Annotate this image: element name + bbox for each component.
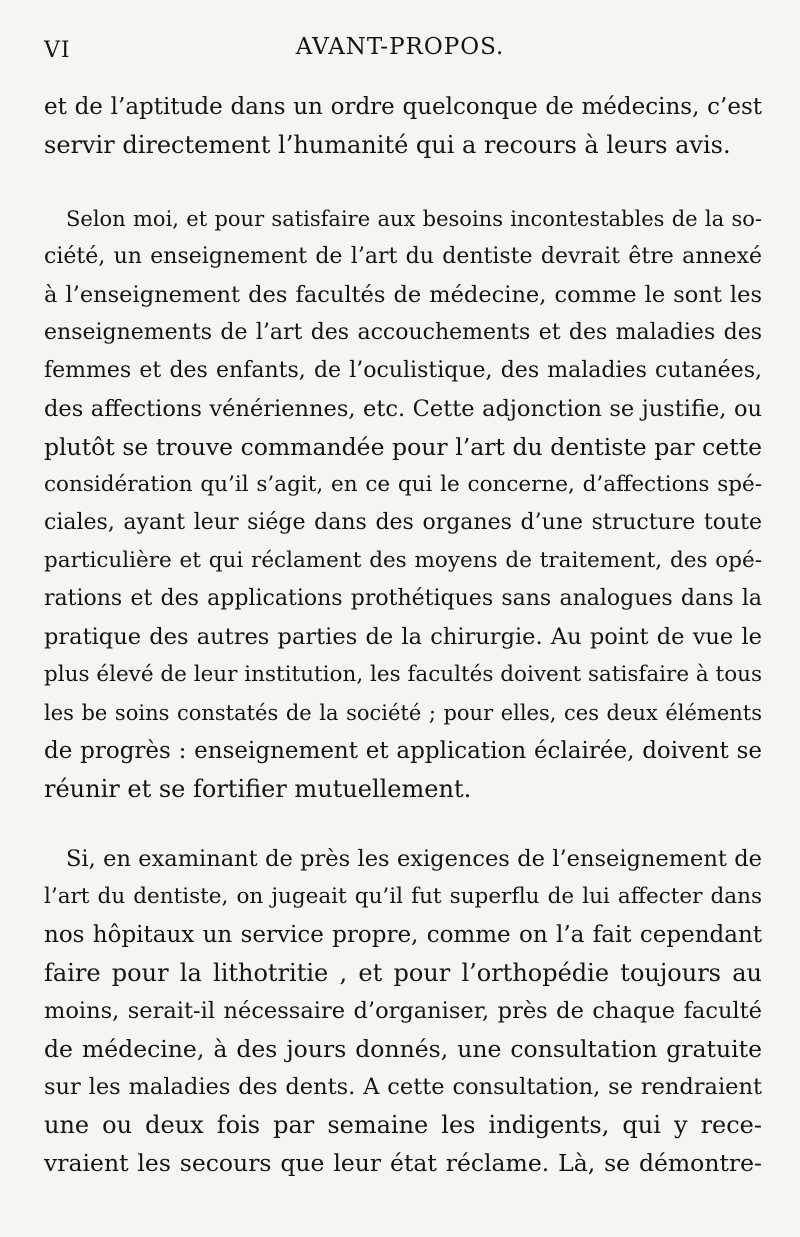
paragraph-gap <box>44 164 762 200</box>
text-line: sur les maladies des dents. A cette consultation, se rendraient <box>44 1074 762 1100</box>
text-line: vraient les secours que leur état réclame. Là, se démontre- <box>44 1149 762 1177</box>
text-line: ciales, ayant leur siége dans des organes d’une structure toute <box>44 510 762 535</box>
text-line: l’art du dentiste, on jugeait qu’il fut superflu de lui affecter dans <box>44 884 762 909</box>
text-line: particulière et qui réclament des moyens de traitement, des opé- <box>44 548 762 573</box>
paragraph <box>44 200 762 808</box>
text-line: ciété, un enseignement de l’art du dentiste devrait être annexé <box>44 244 762 269</box>
text-line: rations et des applications prothétiques sans analogues dans la <box>44 586 762 611</box>
text-line: moins, serait-il nécessaire d’organiser, près de chaque faculté <box>44 998 762 1024</box>
text-line: servir directement l’humanité qui a recours à leurs avis. <box>44 131 731 159</box>
text-line: et de l’aptitude dans un ordre quelconque de médecins, c’est <box>44 94 762 120</box>
text-line: enseignements de l’art des accouchements et des maladies des <box>44 320 762 345</box>
text-line: les be soins constatés de la société ; pour elles, ces deux éléments <box>44 701 762 725</box>
text-line: nos hôpitaux un service propre, comme on l’a fait cependant <box>44 922 762 948</box>
text-line: femmes et des enfants, de l’oculistique, des maladies cutanées, <box>44 358 762 383</box>
running-title: AVANT-PROPOS. <box>295 34 505 60</box>
paragraph-gap <box>44 808 762 840</box>
page-number: VI <box>44 38 71 63</box>
text-line: réunir et se fortifier mutuellement. <box>44 775 472 803</box>
text-line: à l’enseignement des facultés de médecine, comme le sont les <box>44 282 762 308</box>
text-line: de progrès : enseignement et application éclairée, doivent se <box>44 738 762 764</box>
text-line: des affections vénériennes, etc. Cette adjonction se justifie, ou <box>44 396 762 422</box>
paragraph <box>44 88 762 164</box>
text-line: Si, en examinant de près les exigences de l’enseignement de <box>66 846 762 872</box>
paragraph <box>44 840 762 1182</box>
text-line: une ou deux fois par semaine les indigents, qui y rece- <box>44 1111 762 1139</box>
text-line: plus élevé de leur institution, les facultés doivent satisfaire à tous <box>44 662 762 687</box>
text-line: considération qu’il s’agit, en ce qui le concerne, d’affections spé- <box>44 472 762 497</box>
text-line: plutôt se trouve commandée pour l’art du dentiste par cette <box>44 433 762 461</box>
body-text <box>44 88 762 1182</box>
text-line: de médecine, à des jours donnés, une consultation gratuite <box>44 1035 762 1063</box>
text-line: pratique des autres parties de la chirurgie. Au point de vue le <box>44 624 762 650</box>
text-line: faire pour la lithotritie , et pour l’orthopédie toujours au <box>44 959 762 987</box>
text-line: Selon moi, et pour satisfaire aux besoins incontestables de la so- <box>66 207 762 231</box>
